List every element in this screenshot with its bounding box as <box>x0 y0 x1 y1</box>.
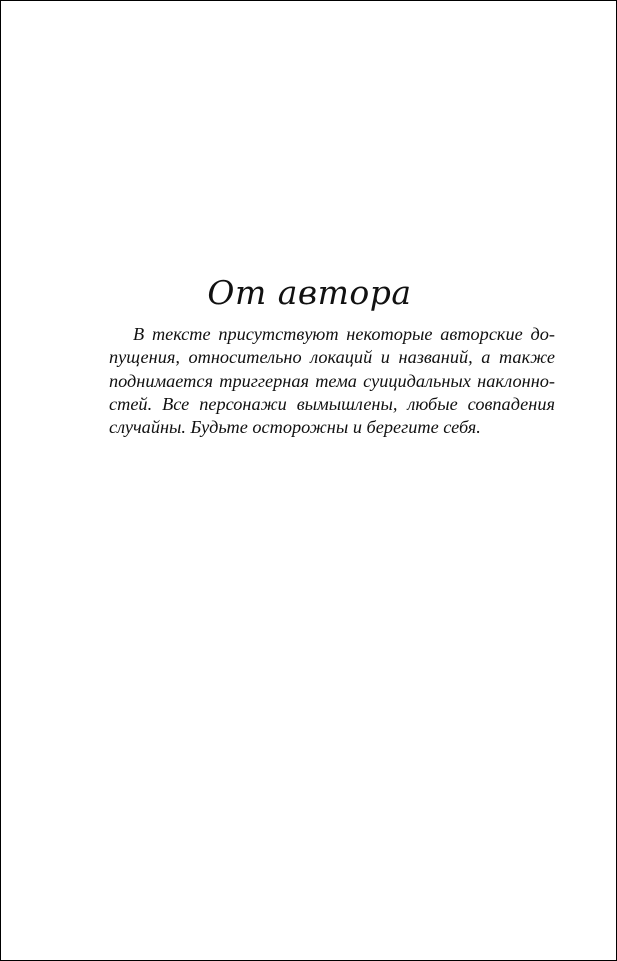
paragraph-line: пущения, относительно локаций и названий, а также <box>109 347 555 368</box>
paragraph-line: В тексте присутствуют некоторые авторские до- <box>133 324 555 344</box>
paragraph-line: стей. Все персонажи вымышлены, любые совпадения <box>109 393 555 414</box>
paragraph-line: поднимается триггерная тема суицидальных наклонно- <box>109 370 555 391</box>
paragraph-line: случайны. Будьте осторожны и берегите себя. <box>109 417 481 438</box>
author-note-paragraph <box>109 323 555 439</box>
page-title: От автора <box>207 273 412 312</box>
